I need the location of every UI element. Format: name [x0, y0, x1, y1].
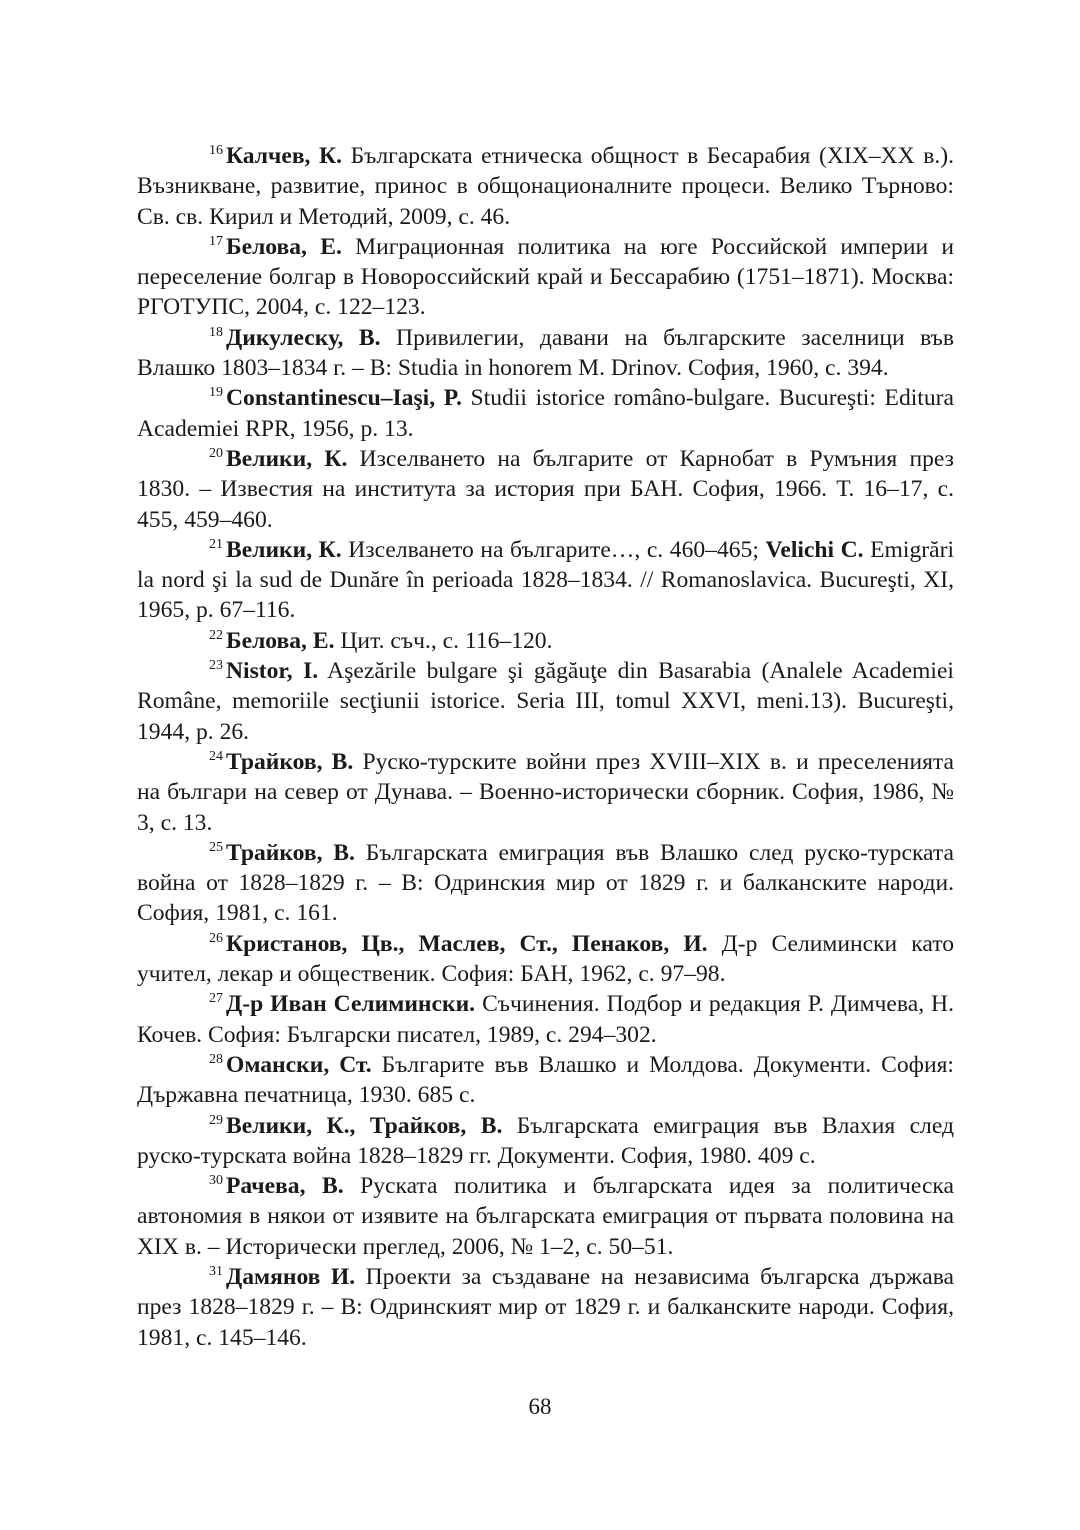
footnote-number: 21 — [209, 536, 223, 552]
footnote-text: Руско-турските войни през XVIII–XIX в. и преселенията на българи на север от Дунава. – Военно-исторически сборник. София, 1986, № 3, с. 13. — [137, 748, 954, 836]
footnote-text: Българската емиграция във Влашко след руско-турската война от 1828–1829 г. – В: Одринския мир от 1829 г. и балканските народи. София, 1981, с. 161. — [137, 839, 954, 927]
footnote-22 — [137, 626, 954, 656]
footnote-number: 24 — [209, 748, 223, 764]
footnote-text-secondary: Emigrări la nord şi la sud de Dunăre în perioada 1828–1834. // Romanoslavica. Bucureşti, XI, 1965, p. 67–116. — [137, 536, 954, 624]
footnote-number: 30 — [209, 1173, 223, 1189]
footnote-author: Велики, К., Трайков, В. — [226, 1112, 503, 1139]
footnote-29 — [137, 1111, 954, 1172]
footnote-author: Constantinescu–Iaşi, P. — [226, 385, 462, 412]
footnote-24 — [137, 747, 954, 838]
footnote-number: 20 — [209, 445, 223, 461]
footnote-number: 27 — [209, 991, 223, 1007]
footnote-number: 28 — [209, 1051, 223, 1067]
footnote-text: Проекти за създаване на независима българска държава през 1828–1829 г. – В: Одринският мир от 1829 г. и балканските народи. София, 1981, с. 145–146. — [137, 1263, 954, 1351]
footnote-text: Цит. съч., с. 116–120. — [334, 627, 553, 654]
footnote-20 — [137, 444, 954, 535]
footnote-19 — [137, 383, 954, 444]
footnote-number: 29 — [209, 1112, 223, 1128]
footnote-number: 18 — [209, 324, 223, 340]
footnote-author: Трайков, В. — [226, 748, 354, 775]
footnote-17 — [137, 232, 954, 323]
footnote-text: Руската политика и българската идея за политическа автономия в някои от изявите на българската емиграция от първата половина на XIX в. – Исторически преглед, 2006, № 1–2, с. 50–51. — [137, 1173, 955, 1260]
footnote-31 — [137, 1262, 954, 1353]
footnote-25 — [137, 838, 954, 929]
footnote-text: Българите във Влашко и Молдова. Документи. София: Държавна печатница, 1930. 685 с. — [137, 1051, 954, 1109]
footnote-28 — [137, 1050, 954, 1111]
footnote-text: Изселването на българите…, с. 460–465; — [341, 536, 766, 563]
footnote-author: Велики, К. — [226, 445, 348, 472]
footnote-author: Кристанов, Цв., Маслев, Ст., Пенаков, И. — [226, 930, 708, 957]
footnote-16 — [137, 141, 954, 232]
footnote-author: Велики, К. — [226, 536, 342, 563]
footnote-text: Изселването на българите от Карнобат в Румъния през 1830. – Известия на института за история при БАН. София, 1966. Т. 16–17, с. 455, 459–460. — [137, 445, 954, 533]
footnote-27 — [137, 989, 954, 1050]
footnote-author: Белова, Е. — [226, 627, 335, 654]
footnote-text: Aşezările bulgare şi găgăuţe din Basarabia (Analele Academiei Române, memoriile secţiunii istorice. Seria III, tomul XXVI, meni.13). Bucureşti, 1944, p. 26. — [137, 658, 954, 745]
footnote-23 — [137, 656, 954, 747]
footnote-author: Дамянов И. — [226, 1263, 356, 1290]
footnote-number: 22 — [209, 627, 223, 643]
footnote-author: Калчев, К. — [226, 143, 343, 169]
footnote-text: Д-р Селимински като учител, лекар и общественик. София: БАН, 1962, с. 97–98. — [137, 930, 954, 988]
footnote-number: 23 — [209, 658, 223, 674]
footnote-30 — [137, 1171, 954, 1262]
footnote-number: 19 — [209, 385, 223, 401]
footnote-number: 17 — [209, 233, 223, 249]
footnote-text: Българската емиграция във Влахия след руско-турската война 1828–1829 гг. Документи. София, 1980. 409 с. — [137, 1112, 954, 1169]
footnote-21 — [137, 535, 954, 626]
footnote-text: Привилегии, давани на българските заселници във Влашко 1803–1834 г. – В: Studia in honorem M. Drinov. София, 1960, с. 394. — [137, 324, 954, 382]
footnote-number: 31 — [209, 1263, 223, 1279]
footnote-18 — [137, 323, 954, 384]
footnote-text: Съчинения. Подбор и редакция Р. Димчева, Н. Кочев. София: Български писател, 1989, с. 294–302. — [137, 991, 954, 1048]
footnote-author-secondary: Velichi C. — [765, 536, 864, 563]
page-number: 68 — [528, 1394, 552, 1419]
footnote-author: Рачева, В. — [226, 1173, 344, 1200]
footnote-number: 16 — [209, 143, 223, 158]
footnote-author: Д-р Иван Селимински. — [226, 991, 476, 1018]
footnote-26 — [137, 929, 954, 990]
footnote-number: 26 — [209, 930, 223, 946]
footnote-author: Дикулеску, В. — [226, 324, 381, 351]
footnote-text: Studii istorice româno-bulgare. Bucureşti: Editura Academiei RPR, 1956, p. 13. — [137, 385, 954, 442]
footnotes-section — [137, 141, 954, 1353]
footnote-number: 25 — [209, 839, 223, 855]
footnote-text: Българската етническа общност в Бесарабия (XIX–XX в.). Възникване, развитие, принос в общонационалните процеси. Велико Търново: Св. св. Кирил и Методий, 2009, с. 46. — [137, 143, 954, 230]
footnote-author: Трайков, В. — [226, 839, 355, 866]
footnote-author: Nistor, I. — [226, 658, 319, 685]
footnote-author: Омански, Ст. — [226, 1051, 372, 1078]
footnote-author: Белова, Е. — [226, 233, 342, 260]
footnote-text: Миграционная политика на юге Российской империи и переселение болгар в Новороссийский край и Бессарабию (1751–1871). Москва: РГОТУПС, 2004, с. 122–123. — [137, 233, 954, 321]
